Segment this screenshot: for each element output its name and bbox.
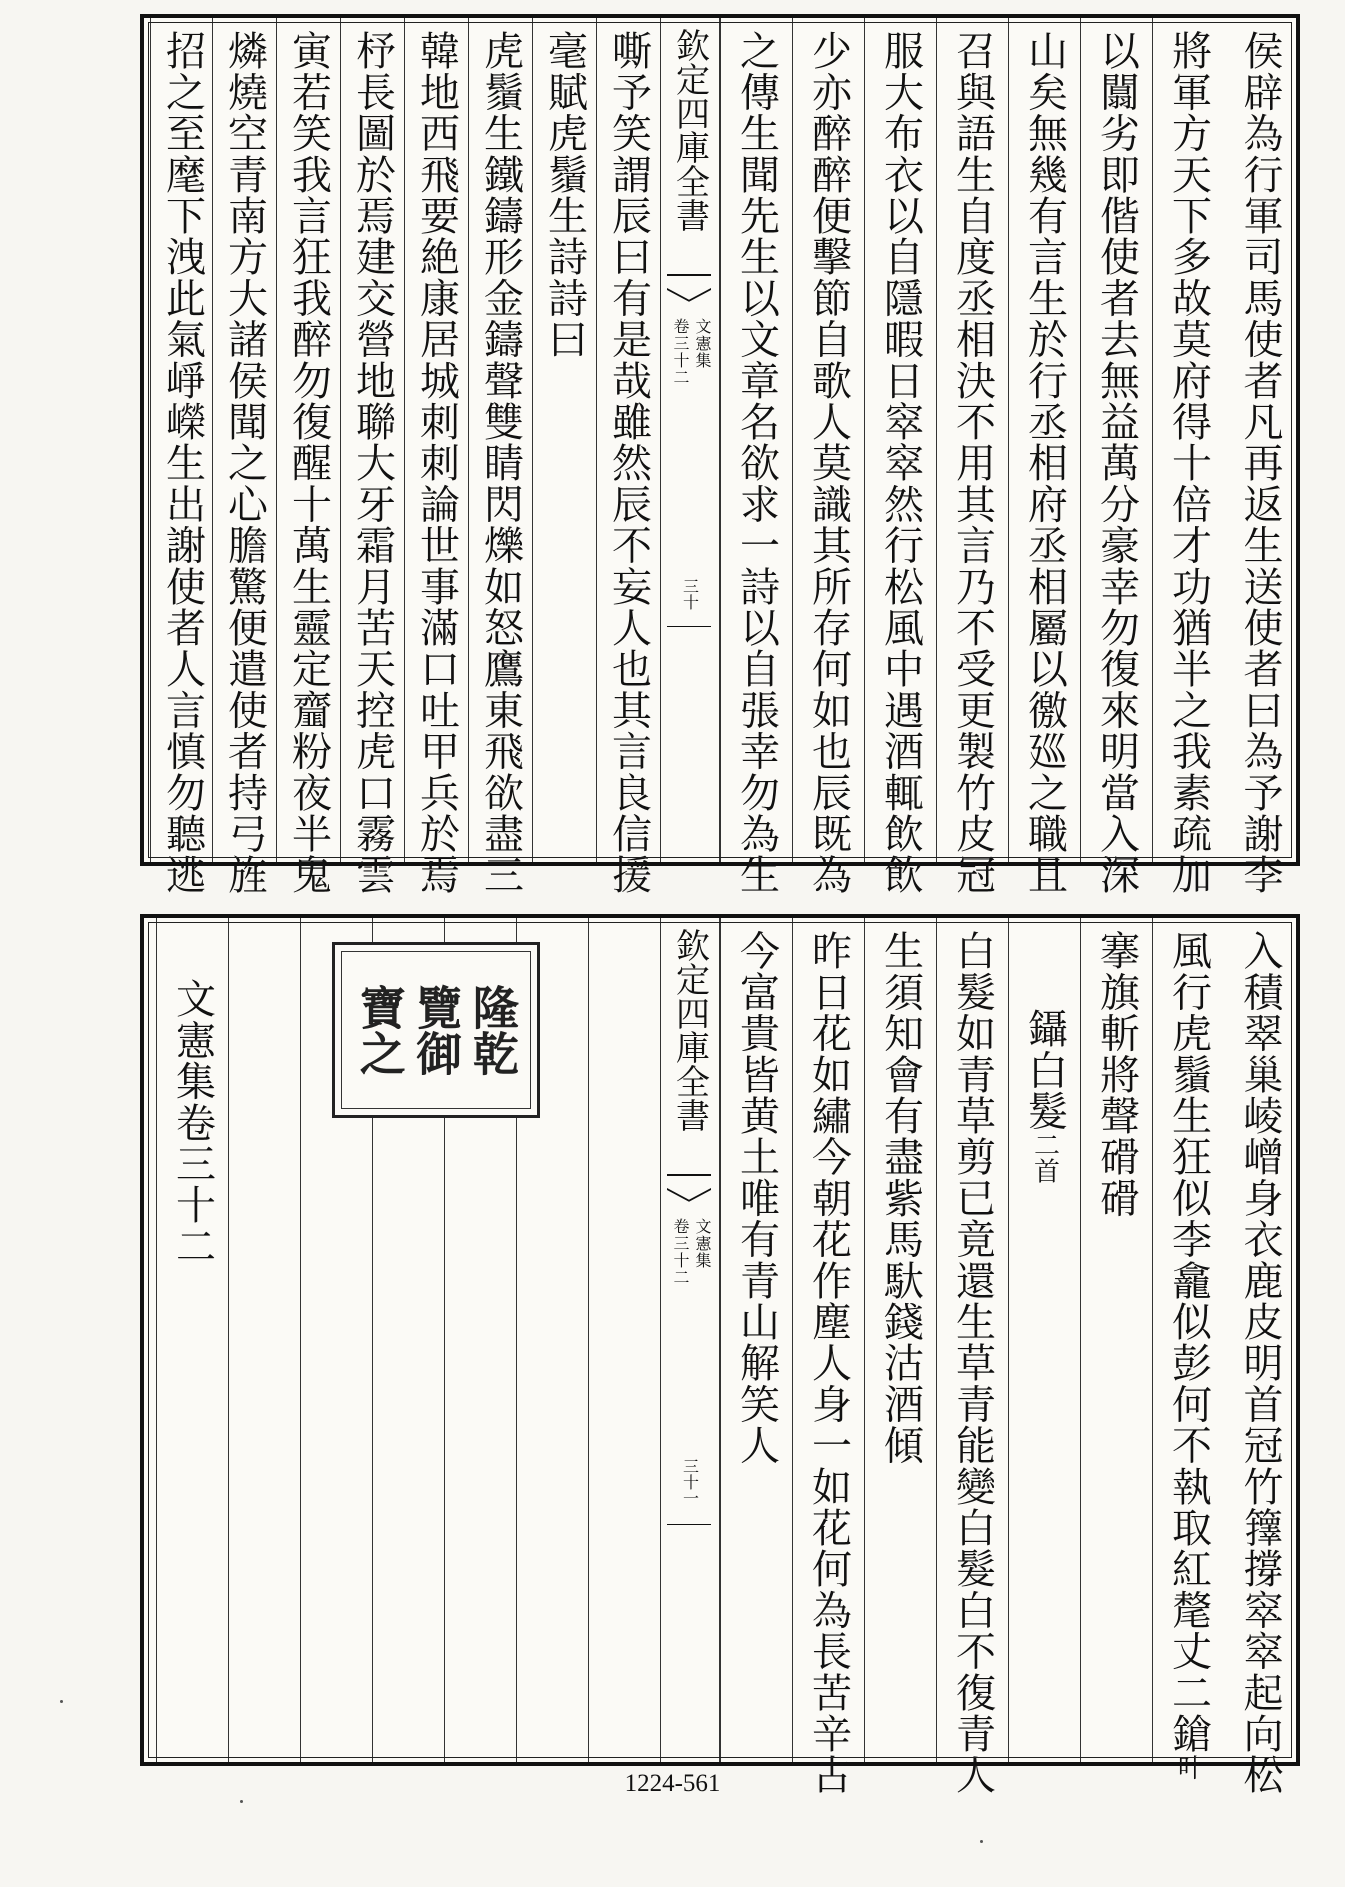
top-page-panel xyxy=(140,14,1300,896)
column-main-text: 風行虎鬚生狂似李龕似彭何不執取紅氂丈二鎗 xyxy=(1165,930,1212,1754)
banxin-page-number: 三十一 xyxy=(680,1458,700,1506)
text-column xyxy=(792,18,864,896)
empty-column xyxy=(228,918,300,1762)
column-text: 之傳生聞先生以文章名欲求一詩以自張幸勿為生 xyxy=(733,30,780,896)
seal-char: 隆 xyxy=(465,984,520,1030)
column-text: 寅若笑我言狂我醉勿復醒十萬生靈定齏粉夜半鬼 xyxy=(285,30,332,896)
text-column xyxy=(720,918,792,1762)
banxin-fold-column xyxy=(660,18,720,862)
banxin-book: 文憲集 xyxy=(693,318,712,369)
text-column xyxy=(1152,918,1224,1780)
text-column xyxy=(150,18,214,896)
text-column xyxy=(1224,918,1296,1796)
seal-column xyxy=(467,984,518,1076)
banxin-title: 欽定四庫全書 xyxy=(669,28,710,232)
text-column xyxy=(340,18,404,896)
scan-speck xyxy=(980,1840,983,1843)
banxin-book: 文憲集 xyxy=(693,1218,712,1269)
text-column xyxy=(1224,18,1296,896)
text-column xyxy=(276,18,340,896)
scan-speck xyxy=(60,1700,63,1703)
column-text: 入積翠巢崚嶒身衣鹿皮明首冠竹籜撐窣窣起向松 xyxy=(1237,930,1283,1796)
column-text: 招之至麾下洩此氣崢嶸生出謝使者人言慎勿聽逃 xyxy=(159,30,206,896)
catalog-page-number: 1224-561 xyxy=(624,1770,721,1797)
seal-char: 御 xyxy=(409,1030,464,1076)
seal-char: 乾 xyxy=(465,1030,520,1076)
volume-end-title: 文憲集卷三十二 xyxy=(169,978,216,1267)
banxin-volume: 卷三十二 xyxy=(671,1218,690,1286)
text-column xyxy=(864,18,936,896)
fishtail-mark xyxy=(667,1174,711,1194)
column-text: 以闒劣即偕使者去無益萬分豪幸勿復來明當入深 xyxy=(1093,30,1140,896)
text-column xyxy=(936,18,1008,896)
banxin-title: 欽定四庫全書 xyxy=(669,928,710,1132)
poem-title xyxy=(1021,1008,1068,1184)
column-text: 侯辟為行軍司馬使者凡再返生送使者曰為予謝李 xyxy=(1237,30,1283,896)
banxin-page-number: 三十 xyxy=(680,578,700,610)
column-text: 虎鬚生鐵鑄形金鑄聲雙睛閃爍如怒鷹東飛欲盡三 xyxy=(477,30,524,896)
imperial-seal xyxy=(332,942,540,1118)
column-text: 將軍方天下多故莫府得十倍才功猶半之我素疏加 xyxy=(1165,30,1212,896)
banxin-volume: 卷三十二 xyxy=(671,318,690,386)
text-column xyxy=(596,18,660,896)
column-text xyxy=(1165,930,1212,1780)
seal-char: 之 xyxy=(352,1030,407,1076)
empty-column xyxy=(588,918,660,1762)
text-column xyxy=(1152,18,1224,896)
column-text: 燐燒空青南方大諸侯聞之心膽驚便遣使者持弓旌 xyxy=(221,30,268,896)
column-text: 召與語生自度丞相決不用其言乃不受更製竹皮冠 xyxy=(949,30,996,896)
text-column xyxy=(156,918,228,1762)
fishtail-mark xyxy=(667,274,711,294)
text-column xyxy=(404,18,468,896)
text-column xyxy=(212,18,276,896)
seal-column xyxy=(354,984,405,1076)
column-text: 搴旗斬將聲磆磆 xyxy=(1093,930,1140,1219)
column-text: 嘶予笑謂辰曰有是哉雖然辰不妄人也其言良信援 xyxy=(605,30,652,896)
banxin-fold-column xyxy=(660,918,720,1762)
seal-char: 寶 xyxy=(352,984,407,1030)
text-column xyxy=(936,918,1008,1796)
rhyme-note: 叶 xyxy=(1173,1754,1204,1780)
column-text: 韓地西飛要絶康居城刺刺論世事滿口吐甲兵於焉 xyxy=(413,30,460,896)
seal-char: 覽 xyxy=(409,984,464,1030)
banxin-rule xyxy=(667,1524,711,1525)
text-column xyxy=(720,18,792,896)
text-column xyxy=(792,918,864,1796)
column-text: 服大布衣以自隱暇日窣窣然行松風中遇酒輒飲飲 xyxy=(877,30,924,896)
text-column xyxy=(532,18,596,862)
text-column xyxy=(864,918,936,1762)
text-column xyxy=(1008,18,1080,896)
column-text: 毫賦虎鬚生詩詩曰 xyxy=(541,30,588,360)
column-text: 少亦醉醉便擊節自歌人莫識其所存何如也辰既為 xyxy=(805,30,852,896)
column-text: 今富貴皆黄土唯有青山解笑人 xyxy=(733,930,780,1466)
column-text: 昨日花如繡今朝花作塵人身一如花何為長苦辛古 xyxy=(805,930,852,1796)
column-text: 白髮如青草剪已竟還生草青能變白髮白不復青人 xyxy=(949,930,996,1796)
scan-speck xyxy=(240,1800,243,1803)
text-column xyxy=(1080,18,1152,896)
seal-column xyxy=(411,984,462,1076)
poem-title-text: 鑷白髮 xyxy=(1021,1008,1068,1132)
text-column xyxy=(1008,918,1080,1762)
column-text: 杼長圖於焉建交營地聯大牙霜月苦天控虎口霧雲 xyxy=(349,30,396,896)
text-column xyxy=(1080,918,1152,1762)
column-text: 山矣無幾有言生於行丞相府丞相屬以徼廵之職且 xyxy=(1021,30,1068,896)
column-text: 生須知會有盡紫馬馱錢沽酒傾 xyxy=(877,930,924,1466)
banxin-rule xyxy=(667,626,711,627)
text-column xyxy=(468,18,532,896)
poem-count-note: 二首 xyxy=(1029,1131,1060,1184)
